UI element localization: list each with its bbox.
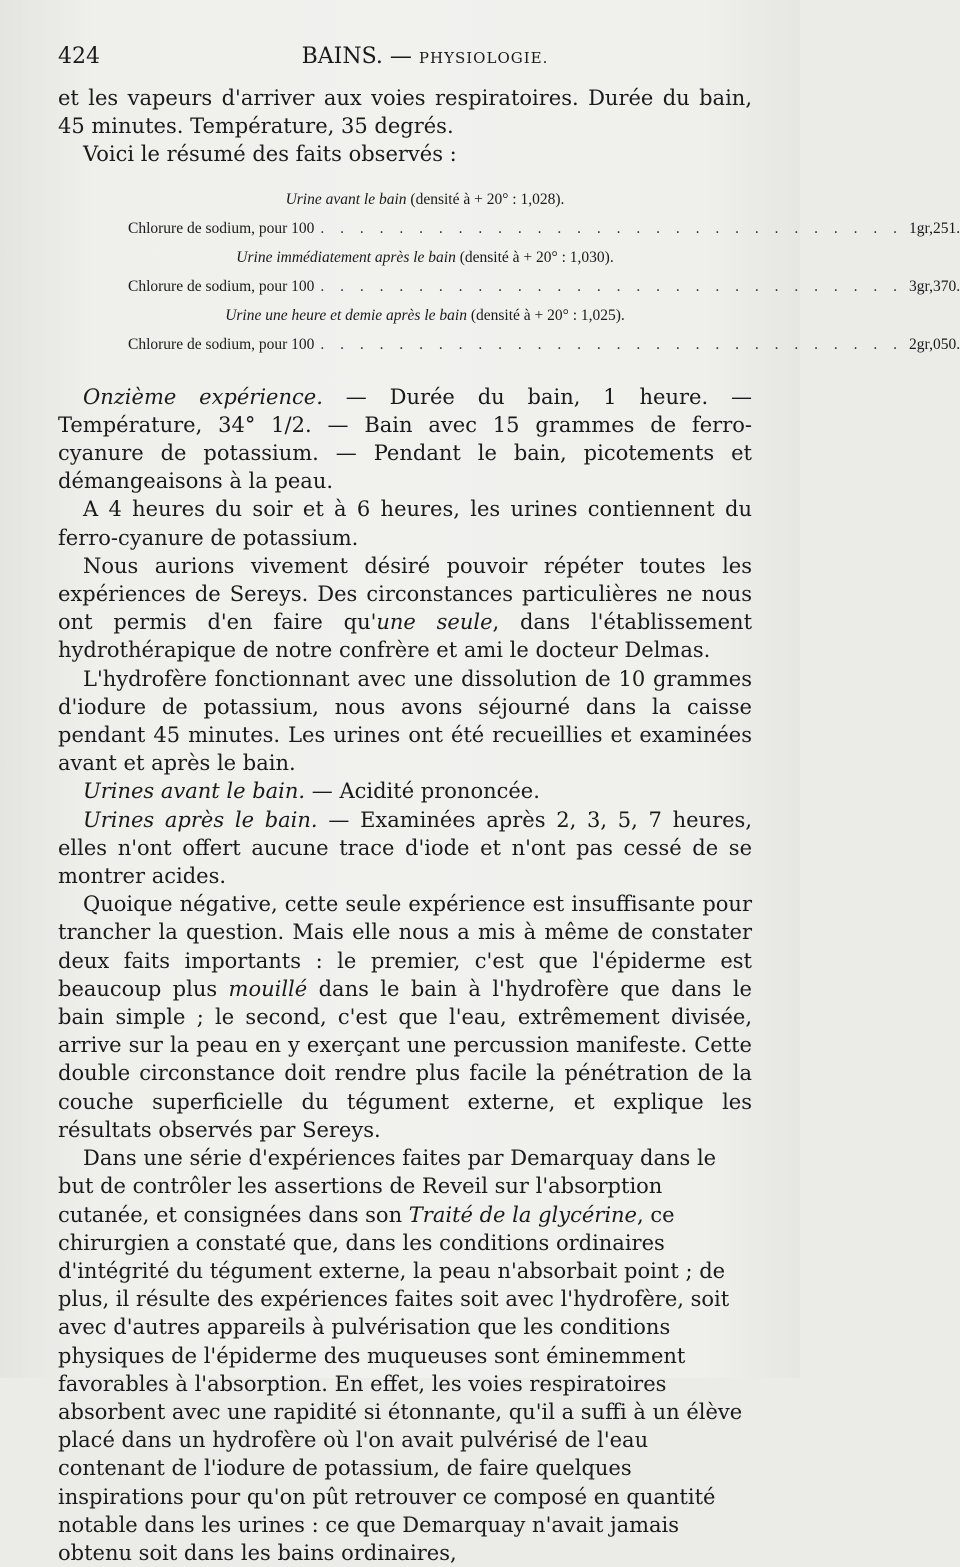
paragraph-quoique-negative bbox=[58, 890, 752, 1144]
results-summary bbox=[58, 185, 960, 359]
header-title bbox=[58, 44, 752, 69]
experiment-title: Onzième expérience. bbox=[83, 384, 323, 409]
demarquay-text-b: , ce chirurgien a constaté que, dans les conditions ordinaires d'intégrité du tégument externe, la peau n'absorbait point ; de plus, il résulte des expériences faites soit avec l'hydrofère, soit avec d'autres appareils à pulvérisation que les conditions physiques de l'épiderme des muqueuses sont éminemment favorables à l'absorption. En effet, les voies respiratoires absorbent avec une rapidité si étonnante, qu'il a suffi à un élève placé dans un hydrofère où l'on avait pulvérisé de l'eau contenant de l'iodure de potassium, de faire quelques inspirations pour qu'on pût retrouver ce composé en quantité notable dans les urines : ce que Demarquay n'avait jamais obtenu soit dans les bains ordinaires, bbox=[58, 1202, 743, 1565]
urines-avant-text: — Acidité prononcée. bbox=[305, 779, 540, 804]
header-subtitle: PHYSIOLOGIE. bbox=[418, 49, 549, 67]
negative-text-italic: mouillé bbox=[228, 976, 308, 1001]
summary-heading-1-italic: Urine avant le bain bbox=[285, 190, 407, 208]
summary-heading-2 bbox=[58, 243, 752, 272]
paragraph-sereys bbox=[58, 552, 752, 665]
paragraph-urines-avant bbox=[58, 777, 752, 805]
demarquay-text-italic: Traité de la glycérine bbox=[408, 1202, 637, 1227]
urines-apres-text: — Examinées après 2, 3, 5, 7 heures, elles n'ont offert aucune trace d'iode et n'ont pas cessé de se montrer acides. bbox=[58, 807, 752, 889]
header-dash: — bbox=[389, 44, 412, 69]
sereys-text-b: , dans l'établissement hydrothérapique de notre confrère et ami le docteur Delmas. bbox=[58, 610, 753, 663]
paragraph-onzieme-experience bbox=[58, 383, 752, 496]
experiment-details: — Durée du bain, 1 heure. — Température, 34° 1/2. — Bain avec 15 grammes de ferro-cyanure de potassium. — Pendant le bain, picotements et démangeaisons à la peau. bbox=[58, 384, 752, 494]
paragraph-urines-apres bbox=[58, 806, 752, 891]
urines-apres-title: Urines après le bain. bbox=[83, 807, 318, 832]
summary-row-3-label: Chlorure de sodium, pour 100 bbox=[128, 335, 315, 353]
leader-dots: . . . . . . . . . . . . . . . . . . . . . . . . . . . . . . bbox=[320, 277, 904, 295]
summary-heading-1 bbox=[58, 185, 752, 214]
summary-heading-2-italic: Urine immédiatement après le bain bbox=[236, 248, 456, 266]
summary-row-1-label: Chlorure de sodium, pour 100 bbox=[128, 219, 315, 237]
page-body bbox=[58, 84, 960, 1567]
paragraph-ferro-cyanure: A 4 heures du soir et à 6 heures, les urines contiennent du ferro-cyanure de potassium. bbox=[58, 497, 752, 550]
sereys-text-italic: une seule bbox=[376, 610, 493, 635]
summary-row-2 bbox=[58, 272, 960, 301]
sereys-text-a: Nous aurions vivement désiré pouvoir répéter toutes les expériences de Sereys. Des circonstances particulières ne nous ont permis d'en faire qu' bbox=[58, 553, 752, 635]
paragraph-demarquay bbox=[58, 1144, 752, 1567]
summary-row-2-label: Chlorure de sodium, pour 100 bbox=[128, 277, 315, 295]
urines-avant-title: Urines avant le bain. bbox=[83, 779, 306, 804]
leader-dots: . . . . . . . . . . . . . . . . . . . . . . . . . . . . . . bbox=[320, 219, 904, 237]
summary-row-1 bbox=[58, 214, 960, 243]
negative-text-b: dans le bain à l'hydrofère que dans le bain simple ; le second, c'est que l'eau, extrêmement divisée, arrive sur la peau en y exerçant une percussion manifeste. Cette double circonstance doit rendre plus facile la pénétration de la couche superficielle du tégument externe, et explique les résultats observés par Sereys. bbox=[58, 976, 752, 1142]
summary-heading-3-italic: Urine une heure et demie après le bain bbox=[225, 306, 467, 324]
summary-row-3-value: 2gr,050. bbox=[909, 335, 960, 353]
running-header bbox=[58, 44, 752, 76]
negative-text-a: Quoique négative, cette seule expérience est insuffisante pour trancher la question. Mais elle nous a mis à même de constater deux faits importants : le premier, c'est que l'épiderme est beaucoup plus bbox=[58, 892, 752, 1001]
page-number: 424 bbox=[58, 44, 100, 69]
header-title-main: BAINS. bbox=[301, 44, 383, 69]
intro-summary-line: Voici le résumé des faits observés : bbox=[83, 142, 457, 167]
paragraph-hydrofere: L'hydrofère fonctionnant avec une dissolution de 10 grammes d'iodure de potassium, nous avons séjourné dans la caisse pendant 45 minutes. Les urines ont été recueillies et examinées avant et après le bain. bbox=[58, 666, 752, 776]
summary-heading-1-density: (densité à + 20° : 1,028). bbox=[406, 190, 565, 208]
demarquay-text-a: Dans une série d'expériences faites par Demarquay dans le but de contrôler les assertions de Reveil sur l'absorption cutanée, et consignées dans son bbox=[58, 1146, 717, 1227]
summary-heading-2-density: (densité à + 20° : 1,030). bbox=[455, 248, 614, 266]
summary-row-1-value: 1gr,251. bbox=[909, 219, 960, 237]
summary-row-3 bbox=[58, 330, 960, 359]
summary-row-2-value: 3gr,370. bbox=[909, 277, 960, 295]
summary-heading-3 bbox=[58, 301, 752, 330]
leader-dots: . . . . . . . . . . . . . . . . . . . . . . . . . . . . . . bbox=[320, 335, 904, 353]
intro-paragraph: et les vapeurs d'arriver aux voies respiratoires. Durée du bain, 45 minutes. Température, 35 degrés. bbox=[58, 86, 752, 139]
summary-heading-3-density: (densité à + 20° : 1,025). bbox=[466, 306, 625, 324]
